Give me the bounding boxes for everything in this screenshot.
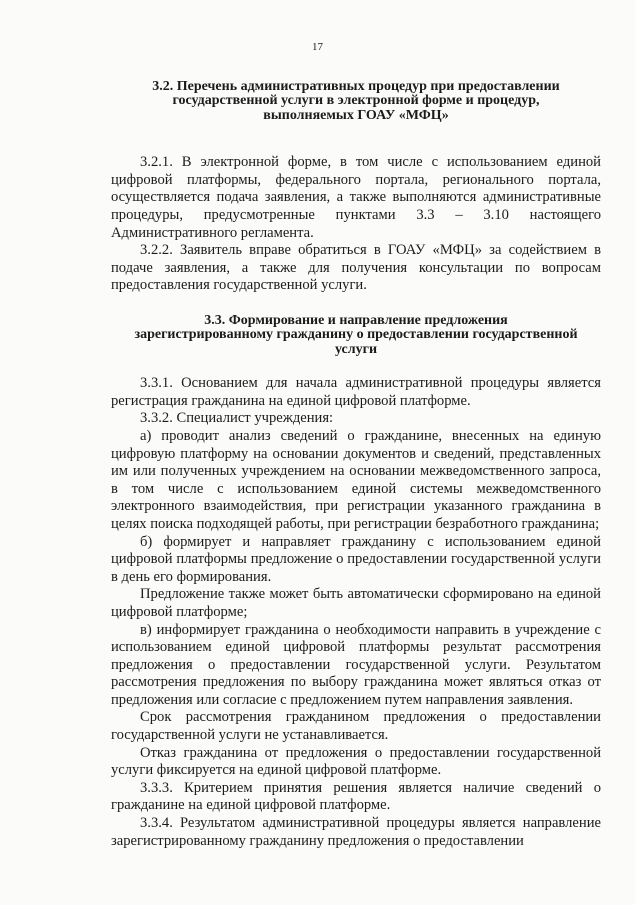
heading-line: 3.2. Перечень административных процедур при предоставлении [152, 79, 560, 94]
paragraph-3-3-1: 3.3.1. Основанием для начала административной процедуры является регистрация гражданина на единой цифровой платформе. [111, 375, 601, 409]
list-item-b: б) формирует и направляет гражданину с использованием единой цифровой платформы предложение о предоставлении государственной услуги в день его формирования. [111, 533, 601, 585]
heading-line: государственной услуги в электронной форме и процедур, [172, 93, 540, 109]
paragraph-3-3-2: 3.3.2. Специалист учреждения: [140, 410, 334, 427]
heading-line: зарегистрированному гражданину о предоставлении государственной [134, 327, 578, 343]
section-3-2-heading [111, 80, 601, 123]
paragraph: Предложение также может быть автоматически сформировано на единой цифровой платформе; [111, 586, 601, 620]
section-3-3-heading [111, 314, 601, 357]
paragraph-3-3-3: 3.3.3. Критерием принятия решения является наличие сведений о гражданине на единой цифровой платформе. [111, 779, 601, 814]
paragraph: Срок рассмотрения гражданином предложения о предоставлении государственной услуги не устанавливается. [111, 709, 601, 744]
heading-line: выполняемых ГОАУ «МФЦ» [263, 107, 449, 123]
paragraph-3-2-1: 3.2.1. В электронной форме, в том числе с использованием единой цифровой платформы, федерального портала, регионального портала, осуществляется подача заявления, а также выполняются административные процедуры, предусмотренные пунктами 3.3 – 3.10 настоящего Административного регламента. [111, 154, 601, 241]
document-body [111, 80, 601, 850]
page-number: 17 [312, 41, 323, 53]
paragraph-3-3-4: 3.3.4. Результатом административной процедуры является направление зарегистрированному гражданину предложения о предоставлении [111, 815, 601, 849]
paragraph: Отказ гражданина от предложения о предоставлении государственной услуги фиксируется на единой цифровой платформе. [111, 744, 601, 779]
heading-line: услуги [334, 341, 378, 357]
heading-line: 3.3. Формирование и направление предложения [204, 312, 508, 328]
list-item-a: а) проводит анализ сведений о гражданине, внесенных на единую цифровую платформу на основании документов и сведений, представленных им или полученных учреждением на основании межведомственного запроса, в том числе с использованием единой системы межведомственного электронного взаимодействия, при регистрации указанного гражданина в целях поиска подходящей работы, при регистрации безработного гражданина; [111, 427, 601, 532]
list-item-c: в) информирует гражданина о необходимости направить в учреждение с использованием единой цифровой платформы результат рассмотрения предложения о предоставлении государственной услуги. Результатом рассмотрения предложения по выбору гражданина может являться отказ от предложения или согласие с предложением путем направления заявления. [111, 621, 601, 708]
paragraph-3-2-2: 3.2.2. Заявитель вправе обратиться в ГОАУ «МФЦ» за содействием в подаче заявления, а также для получения консультации по вопросам предоставления государственной услуги. [111, 242, 601, 294]
